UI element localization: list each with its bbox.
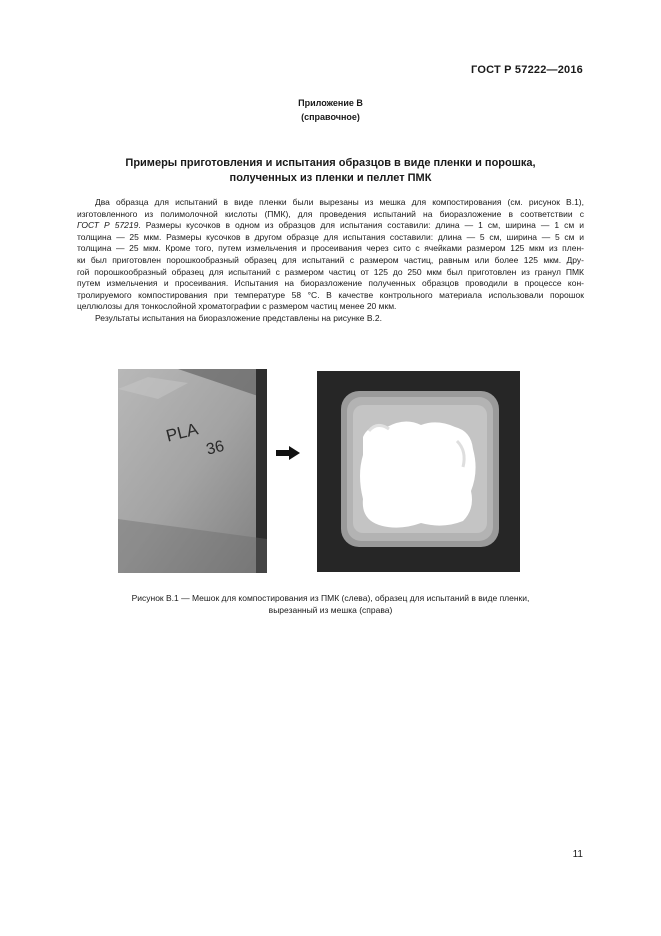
pla-handwriting: PLA [164, 419, 200, 446]
arrow-right-icon [276, 446, 300, 460]
standard-code: ГОСТ Р 57222—2016 [471, 64, 583, 76]
appendix-heading [0, 96, 661, 124]
body-line: тролируемого компостирования при температуре 58 °С. В качестве контрольного материала использовали порошок [77, 289, 584, 300]
figure-caption [0, 592, 661, 616]
appendix-note: (справочное) [301, 112, 360, 122]
section-title-line-2: полученных из пленки и пеллет ПМК [229, 172, 432, 184]
photo-pla-bag [118, 369, 267, 573]
body-line-rest: . Размеры кусочков в одном из образцов для испытания составили: длина — 1 см, ширина — 1 см и [138, 220, 584, 231]
body-line: целлюлозы для тонкослойной хроматографии с размером частиц менее 20 мкм. [77, 301, 397, 312]
body-line: толщина — 25 мкм. Размеры кусочков в другом образце для испытания составили: длина — 5 см, ширина — 5 см и [77, 231, 584, 242]
body-text [77, 197, 584, 325]
sample-number-handwriting: 36 [204, 437, 226, 459]
body-line [77, 220, 584, 232]
body-line: ки был приготовлен порошкообразный образец для испытаний с размером частиц, равным или более 125 мкм. Дру- [77, 254, 584, 265]
page-number: 11 [572, 849, 583, 860]
section-title [0, 156, 661, 186]
photo-film-sample [317, 371, 520, 572]
body-line: гой порошкообразный образец для испытаний с размером частиц от 125 до 250 мкм был приготовлен из гранул ПМК [77, 266, 584, 277]
standard-reference: ГОСТ Р 57219 [77, 220, 139, 231]
body-line: путем измельчения и просеивания. Испытания на биоразложение полученных образцов проводили в процессе кон- [77, 278, 584, 289]
appendix-label: Приложение В [298, 98, 363, 108]
results-line: Результаты испытания на биоразложение представлены на рисунке В.2. [95, 312, 382, 323]
figure-caption-line-2: вырезанный из мешка (справа) [268, 605, 393, 615]
body-line: изготовленного из полимолочной кислоты (ПМК), для проведения испытаний на биоразложение в соответствии с [77, 208, 584, 219]
figure-caption-line-1: Рисунок В.1 — Мешок для компостирования из ПМК (слева), образец для испытаний в виде пленки, [131, 593, 530, 603]
body-line: Два образца для испытаний в виде пленки были вырезаны из мешка для компостирования (см. рисунок В.1), [95, 197, 584, 207]
body-line: толщина — 25 мкм. Кроме того, путем измельчения и просеивания через сито с ячейками размером 125 мкм из плен- [77, 243, 584, 254]
section-title-line-1: Примеры приготовления и испытания образцов в виде пленки и порошка, [125, 157, 536, 169]
